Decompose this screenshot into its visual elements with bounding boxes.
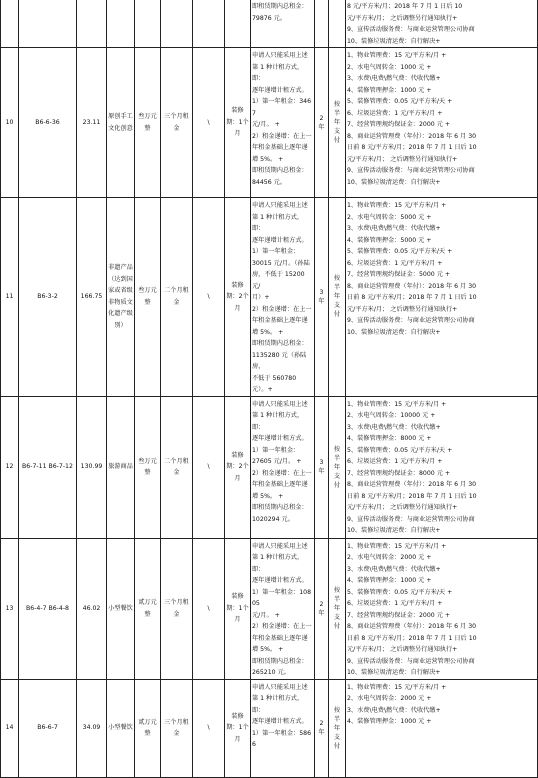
unit-area: 130.99 <box>77 396 107 538</box>
fee-line: 10、装修垃圾清运费：自行解决+ <box>347 37 441 45</box>
fee-line: 6、垃圾运营费：1 元/平方米/月 + <box>347 259 443 267</box>
fee-line: 1、物业管理费：15 元/平方米/月 + <box>347 683 447 691</box>
rent-plan-cell <box>251 679 315 777</box>
payment-method-text: 按半年支付 <box>333 445 341 489</box>
business-use: 原创手工文化创意 <box>107 48 135 198</box>
row-number: 14 <box>1 679 19 777</box>
fee-line: 5、装修管理费：0.05 元/平方米/天 + <box>347 248 453 255</box>
payment-method <box>329 198 346 397</box>
payment-method <box>329 396 346 538</box>
unit-area: 23.11 <box>77 48 107 198</box>
lease-term-text: 2 年 <box>318 114 325 131</box>
rent-free-period: 装修期：2个月 <box>225 396 251 538</box>
rent-plan-line: 房，不低于 15200 元/ <box>252 271 305 290</box>
business-use: 旅游商品 <box>107 396 135 538</box>
rent-plan-line: 增 5%。 + <box>252 492 284 500</box>
payment-method <box>329 679 346 777</box>
fee-line: 5、装修管理费：0.05 元/平方米/天 + <box>347 446 453 454</box>
fee-list-cell <box>346 48 538 198</box>
blank-marker: \ <box>193 538 225 679</box>
rent-plan-line: 增 5%。 + <box>252 328 284 336</box>
rent-plan-line: 27605 元/月。 + <box>252 458 302 465</box>
fee-line: 元/平方米/月； 之后调整另行通知执行+ <box>347 646 458 653</box>
blank-marker: \ <box>193 198 225 397</box>
payment-deposit: 二个月租金 <box>161 396 193 538</box>
fee-line: 1、物业管理费：15 元/平方米/月 + <box>347 542 447 550</box>
rent-plan-line: 逐年递增计租方式。 <box>252 86 308 94</box>
fee-line: 元/平方米/月； 之后调整另行通知执行+ <box>347 305 458 313</box>
fee-line: 元/平方米/月； 之后调整另行通知执行+ <box>347 14 458 22</box>
fee-line: 9、宣传活动服务费：与商业运营管理公司协商 <box>347 317 475 324</box>
row-number: 10 <box>1 48 19 198</box>
rent-plan-line: 即租赁期内总租金： <box>252 3 308 10</box>
empty-cell <box>19 0 77 48</box>
blank-marker: \ <box>193 48 225 198</box>
rent-plan-line: 1）第一年租金：5866 <box>252 729 312 748</box>
fee-line: 日前 8 元/平方米/月；2018 年 7 月 1 日后 10 <box>347 634 477 642</box>
fee-line: 日前 8 元/平方米/月；2018 年 7 月 1 日后 10 <box>347 294 477 301</box>
fee-line: 6、垃圾运营费：1 元/平方米/月 + <box>347 109 443 117</box>
rent-plan-line: 1）第一年租金： <box>252 248 300 255</box>
rent-plan-line: 2）租金递增：在上一 <box>252 469 312 477</box>
rent-plan-line: 265210 元。 <box>252 669 290 676</box>
unit-number: B6-7-11 B6-7-12 <box>19 396 77 538</box>
unit-area: 166.75 <box>77 198 107 397</box>
business-use: 小型餐饮 <box>107 679 135 777</box>
empty-cell <box>193 0 225 48</box>
payment-method-text: 按半年支付 <box>333 587 341 630</box>
fee-line: 8、商业运营管理费（年付）：2018 年 6 月 30 <box>347 282 477 290</box>
fee-line: 8、商业运营管理费（年付）：2018 年 6 月 30 <box>347 481 477 488</box>
empty-cell <box>107 0 135 48</box>
empty-cell <box>225 0 251 48</box>
rent-free-period: 装修期：1个月 <box>225 48 251 198</box>
payment-method <box>329 538 346 679</box>
fee-line: 10、装修垃圾清运费：自行解决+ <box>347 669 441 676</box>
fee-line: 2、水电气周转金：2000 元 + <box>347 554 432 561</box>
rent-plan-line: 第 1 种计租方式，即： <box>252 412 304 431</box>
lease-term <box>315 538 329 679</box>
fee-line: 9、宣传活动服务费：与商业运营管理公司协商 <box>347 657 475 665</box>
fee-line: 8、商业运营管理费（年付）：2018 年 6 月 30 <box>347 623 477 630</box>
rent-plan-line: 申请人只能采用上述 <box>252 683 308 691</box>
empty-cell <box>77 0 107 48</box>
fee-line: 2、水电气周转金：2000 元 + <box>347 695 432 702</box>
fee-line: 3、水费\电费\燃气费：代收代缴+ <box>347 706 441 714</box>
fee-list-cell <box>346 679 538 777</box>
business-use: 小型餐饮 <box>107 538 135 679</box>
rent-plan-line: 即租赁期内总租金： <box>252 340 308 347</box>
fee-line: 2、水电气周转金：5000 元 + <box>347 213 432 221</box>
rent-plan-cell <box>251 538 315 679</box>
empty-cell <box>329 0 346 48</box>
empty-cell <box>161 0 193 48</box>
deposit-amount: 叁万元整 <box>135 198 161 397</box>
row-number: 11 <box>1 198 19 397</box>
rent-plan-line: 2）租金递增：在上一 <box>252 623 312 630</box>
rent-plan-line: 申请人只能采用上述 <box>252 400 308 408</box>
fee-list-cell <box>346 0 538 48</box>
fee-line: 元/平方米/月； 之后调整另行通知执行+ <box>347 504 458 511</box>
fee-line: 6、垃圾运营费：1 元/平方米/月 + <box>347 458 443 465</box>
unit-number: B6-6-7 <box>19 679 77 777</box>
table-row <box>1 48 538 198</box>
table-row <box>1 198 538 397</box>
rent-plan-line: 年租金基础上逐年递 <box>252 317 308 324</box>
fee-line: 3、水费\电费\燃气费：代收代缴+ <box>347 75 441 82</box>
fee-line: 4、装修管理押金：1000 元 + <box>347 718 432 725</box>
fee-line: 3、水费\电费\燃气费：代收代缴+ <box>347 565 441 573</box>
row-number: 12 <box>1 396 19 538</box>
fee-line: 10、装修垃圾清运费：自行解决+ <box>347 178 441 186</box>
rent-plan-line: 84456 元。 <box>252 178 287 186</box>
fee-line: 2、水电气周转金：10000 元 + <box>347 412 436 419</box>
rent-plan-line: 1135280 元（孙陆房， <box>252 351 307 370</box>
fee-line: 1、物业管理费：15 元/平方米/月 + <box>347 202 447 209</box>
rent-plan-line: 79876 元。 <box>252 14 287 22</box>
rent-plan-line: 第 1 种计租方式，即： <box>252 63 304 82</box>
rent-plan-line: 第 1 种计租方式，即： <box>252 213 304 232</box>
rent-plan-line: 不低于 560780 元）。+ <box>252 374 297 393</box>
row-number: 13 <box>1 538 19 679</box>
payment-method-text: 按半年支付 <box>333 101 341 144</box>
rent-plan-line: 增 5%。 + <box>252 646 284 653</box>
blank-marker: \ <box>193 679 225 777</box>
rent-plan-cell <box>251 198 315 397</box>
fee-line: 4、装修管理押金：1000 元 + <box>347 577 432 584</box>
rent-plan-line: 即租赁期内总租金： <box>252 657 308 665</box>
fee-line: 9、宣传活动服务费：与商业运营管理公司协商 <box>347 515 475 523</box>
rent-plan-line: 1）第一年租金： <box>252 446 300 454</box>
rent-plan-line: 第 1 种计租方式，即： <box>252 554 304 573</box>
rent-plan-cell <box>251 0 315 48</box>
table-row <box>1 396 538 538</box>
fee-line: 日前 8 元/平方米/月；2018 年 7 月 1 日后 10 <box>347 492 477 500</box>
rent-plan-line: 1020294 元。 <box>252 515 294 523</box>
unit-area: 34.09 <box>77 679 107 777</box>
rent-plan-line: 2）租金递增：在上一 <box>252 132 312 140</box>
fee-list-cell <box>346 538 538 679</box>
fee-line: 4、装修管理押金：5000 元 + <box>347 236 432 244</box>
fee-line: 日前 8 元/平方米/月；2018 年 7 月 1 日后 10 <box>347 144 477 151</box>
business-use: 非遗产品（达到国家或省级非物质文化遗产级别） <box>107 198 135 397</box>
fee-line: 5、装修管理费：0.05 元/平方米/天 + <box>347 98 453 105</box>
rent-plan-line: 逐年递增计租方式。 <box>252 236 308 244</box>
rent-plan-line: 申请人只能采用上述 <box>252 202 308 209</box>
fee-line: 5、装修管理费：0.05 元/平方米/天 + <box>347 588 453 596</box>
payment-deposit: 三个月租金 <box>161 538 193 679</box>
rent-plan-line: 年租金基础上逐年递 <box>252 634 308 642</box>
rent-plan-line: 增 5%。 + <box>252 155 284 163</box>
rent-plan-line: 1）第一年租金：3467 <box>252 98 312 117</box>
lease-term <box>315 679 329 777</box>
rent-plan-line: 年租金基础上逐年递 <box>252 481 308 488</box>
rent-plan-line: 元/月。 + <box>252 121 280 128</box>
fee-line: 2、水电气周转金：1000 元 + <box>347 63 432 71</box>
fee-line: 7、经营管理规约保证金：8000 元 + <box>347 469 451 477</box>
rent-plan-line: 2）租金递增：在上一 <box>252 305 312 313</box>
rent-plan-line: 第 1 种计租方式，即： <box>252 695 304 714</box>
table-row-continued <box>1 0 538 48</box>
lease-term <box>315 198 329 397</box>
payment-method-text: 按半年支付 <box>333 275 341 319</box>
blank-marker: \ <box>193 396 225 538</box>
rent-free-period: 装修期：1个月 <box>225 679 251 777</box>
deposit-amount: 叁万元整 <box>135 48 161 198</box>
fee-line: 1、物业管理费：15 元/平方米/月 + <box>347 52 447 59</box>
fee-line: 元/平方米/月； 之后调整另行通知执行+ <box>347 155 458 163</box>
unit-number: B6-3-2 <box>19 198 77 397</box>
table-row <box>1 538 538 679</box>
payment-deposit: 三个月租金 <box>161 679 193 777</box>
rent-plan-line: 30015 元/月。（孙陆 <box>252 259 310 267</box>
rent-plan-line: 年租金基础上逐年递 <box>252 144 308 151</box>
fee-list-cell <box>346 198 538 397</box>
fee-line: 9、宣传活动服务费：与商业运营管理公司协商 <box>347 167 475 174</box>
unit-area: 46.02 <box>77 538 107 679</box>
fee-line: 6、垃圾运营费：1 元/平方米/月 + <box>347 600 443 607</box>
rent-plan-line: 月）+ <box>252 294 270 301</box>
unit-number: B6-6-36 <box>19 48 77 198</box>
rent-plan-cell <box>251 396 315 538</box>
empty-cell <box>1 0 19 48</box>
unit-number: B6-4-7 B6-4-8 <box>19 538 77 679</box>
rent-plan-cell <box>251 48 315 198</box>
fee-line: 7、经营管理规约保证金：5000 元 + <box>347 271 451 278</box>
table-row <box>1 679 538 777</box>
payment-method <box>329 48 346 198</box>
fee-line: 10、装修垃圾清运费：自行解决+ <box>347 527 441 534</box>
fee-line: 7、经营管理规约保证金：2000 元 + <box>347 121 451 128</box>
payment-deposit: 三个月租金 <box>161 48 193 198</box>
lease-term-text: 2 年 <box>318 600 325 617</box>
fee-line: 8 元/平方米/月；2018 年 7 月 1 日后 10 <box>347 3 463 10</box>
fee-line: 8、商业运营管理费（年付）：2018 年 6 月 30 <box>347 132 477 140</box>
payment-method-text: 按半年支付 <box>333 706 341 750</box>
fee-line: 3、水费\电费\燃气费：代收代缴+ <box>347 423 441 431</box>
rent-plan-line: 逐年递增计租方式。 <box>252 435 308 442</box>
deposit-amount: 贰万元整 <box>135 679 161 777</box>
lease-term <box>315 396 329 538</box>
rent-free-period: 装修期：1个月 <box>225 538 251 679</box>
fee-list-cell <box>346 396 538 538</box>
deposit-amount: 贰万元整 <box>135 538 161 679</box>
lease-term-text: 3 年 <box>318 288 325 305</box>
lease-term-text: 3 年 <box>318 459 325 475</box>
lease-term-text: 2 年 <box>318 720 325 736</box>
rent-plan-line: 即租赁期内总租金： <box>252 504 308 511</box>
empty-cell <box>315 0 329 48</box>
fee-line: 4、装修管理押金：1000 元 + <box>347 86 432 94</box>
rent-plan-line: 申请人只能采用上述 <box>252 52 308 59</box>
deposit-amount: 叁万元整 <box>135 396 161 538</box>
rent-plan-line: 逐年递增计租方式。 <box>252 718 308 725</box>
fee-line: 3、水费\电费\燃气费：代收代缴+ <box>347 225 441 232</box>
fee-line: 1、物业管理费：15 元/平方米/月 + <box>347 400 447 408</box>
lease-term <box>315 48 329 198</box>
fee-line: 10、装修垃圾清运费：自行解决+ <box>347 328 441 336</box>
rent-plan-line: 逐年递增计租方式。 <box>252 577 308 584</box>
rent-plan-line: 申请人只能采用上述 <box>252 542 308 550</box>
fee-line: 9、宣传活动服务费：与商业运营管理公司协商 <box>347 26 475 33</box>
fee-line: 4、装修管理押金：8000 元 + <box>347 435 432 442</box>
empty-cell <box>135 0 161 48</box>
payment-deposit: 二个月租金 <box>161 198 193 397</box>
rent-plan-line: 元/月。 + <box>252 611 280 619</box>
fee-line: 7、经营管理规约保证金：2000 元 + <box>347 611 451 619</box>
rent-plan-line: 即租赁期内总租金： <box>252 167 308 174</box>
rent-free-period: 装修期：2个月 <box>225 198 251 397</box>
rent-plan-line: 1）第一年租金：10805 <box>252 588 312 607</box>
